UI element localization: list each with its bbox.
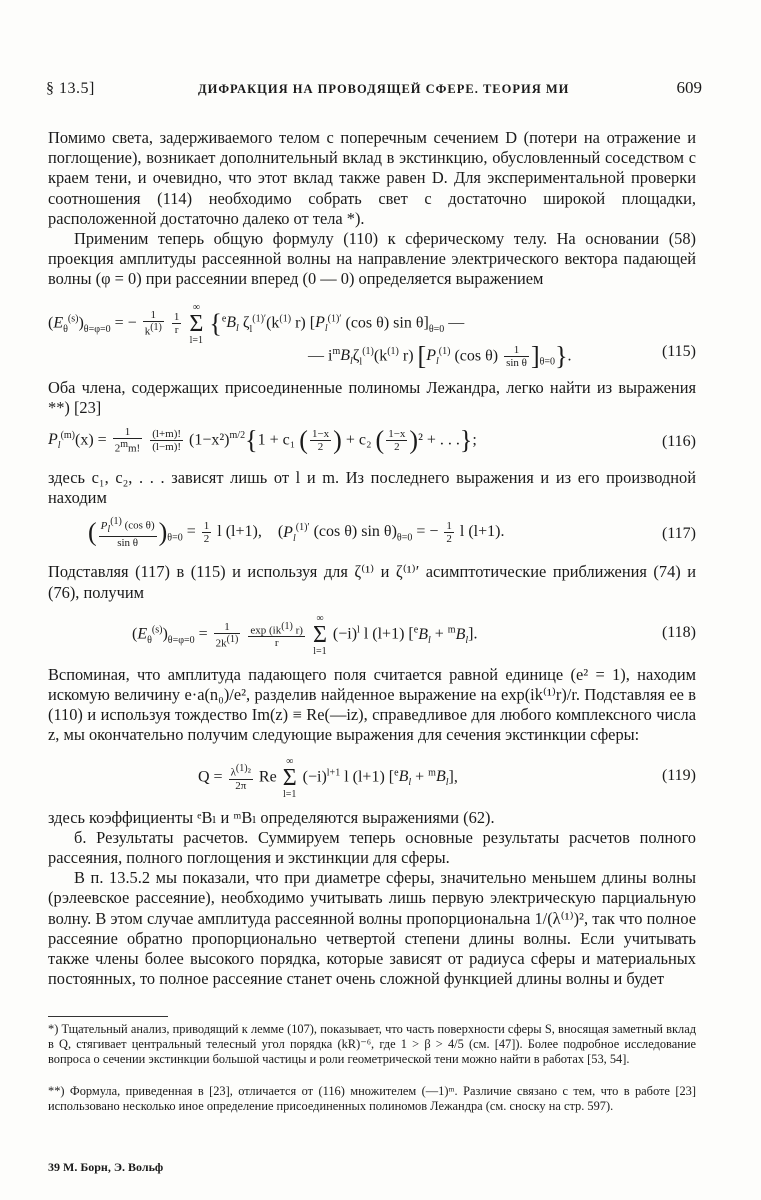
equation-number: (118) <box>661 623 696 641</box>
footnote-rule <box>48 1016 168 1017</box>
footnote-2: **) Формула, приведенная в [23], отличается от (116) множителем (—1)ᵐ. Различие связано с тем, что в работе [23] использовано несколько иное определение присоединенных полиномов Лежандра (см. сноску на стр. 597). <box>48 1084 696 1114</box>
equation-number: (116) <box>661 433 696 451</box>
section-number: § 13.5] <box>46 80 95 97</box>
paragraph-6: Вспоминая, что амплитуда падающего поля считается равной единице (e² = 1), находим искомую величину e·a(n₀)/e², разделив найденное выражение на exp(ik⁽¹⁾r)/r. Подставляя ее в (110) и используя тождество Im(z) ≡ Re(—iz), справедливое для любого комплексного числа z, мы окончательно получим следующие выражения для сечения экстинкции сферы: <box>48 664 696 745</box>
equation-115: $(E_\theta^{(s)})_{\theta=\varphi=0}$ = − $\frac{1}{k^{(1)}}$ $\frac{1}{r}$ ∞ Σ l=1 {$^eB_l$ $\zeta_l^{(1)'}(k^{(1)}$ r) [$P_l^{(1)'}$ (cos θ) $\sin \theta]_{\theta=0}$ — — $i^mB_l\zeta_l^{(1)}(k^{(1)}$ r) [$P_l^{(1)}$ (cos θ) $\frac{1}{\text{sin θ}}$ ]$_{\theta=0}$}. (115) <box>48 301 696 371</box>
equation-119: Q = $\frac{\lambda^{(1)}^2}{2\pi}$ Re ∞ Σ l=1 $(-i)^{l+1}$ l (l+1) $[^eB_l + ^mB_l]$, (119) <box>198 755 696 800</box>
paragraph-7: здесь коэффициенты ᵉBₗ и ᵐBₗ определяются выражениями (62). <box>48 807 495 827</box>
chapter-title: ДИФРАКЦИЯ НА ПРОВОДЯЩЕЙ СФЕРЕ. ТЕОРИЯ МИ <box>198 82 570 96</box>
paragraph-3: Оба члена, содержащих присоединенные полиномы Лежандра, легко найти из выражения **) [23] <box>48 377 696 417</box>
footnote-1: *) Тщательный анализ, приводящий к лемме (107), показывает, что часть поверхности сферы S, вносящая заметный вклад в Q, стягивает центральный телесный угол порядка (kR)⁻⁶, где 1 > β > 4/5 (см. [47]). Более подробное исследование вопроса о сечении экстинкции большой частицы и роли геометрической тени можно найти в работах [53, 54]. <box>48 1022 696 1067</box>
equation-number: (117) <box>661 525 696 543</box>
paragraph-5: Подставляя (117) в (115) и используя для ζ⁽¹⁾ и ζ⁽¹⁾′ асимптотические приближения (74) и (76), получим <box>48 562 696 602</box>
paragraph-9: В п. 13.5.2 мы показали, что при диаметре сферы, значительно меньшем длины волны (рэлеевское рассеяние), необходимо учитывать лишь первую электрическую парциальную волну. В этом случае амплитуда рассеянной волны пропорциональна 1/(λ⁽¹⁾)², так что полное рассеяние обратно пропорционально четвертой степени длины волны. Если учитывать также члены более высокого порядка, которые зависят от радиуса сферы и материальных постоянных, то полное рассеяние станет очень сложной функцией длины волны и будет <box>48 868 696 989</box>
main-text <box>48 128 696 989</box>
page-number: 609 <box>676 78 702 97</box>
equation-117: ( $\frac{P_l^{(1)} (\cos \theta)}{\text{sin θ}}$ )$_{\theta=0}$ = $\frac{1}{2}$ l (l+1), ($P_l^{(1)'}$ (cos θ) $\sin \theta)_{\theta=0}$ = − $\frac{1}{2}$ l (l+1). (117) <box>88 516 696 550</box>
equation-116: $P_l^{(m)}(x)$ = $\frac{1}{2^mm!}$ $\frac{(l+m)!}{(l-m)!}$ $(1-x^2)^{m/2}\{1 + c_1$ ( $\frac{1-x}{2}$ ) + c₂ ( $\frac{1-x}{2}$ )² + . . .}; (116) <box>48 425 696 456</box>
equation-number: (119) <box>661 766 696 784</box>
running-header <box>46 74 702 100</box>
signature-mark: 39 М. Борн, Э. Вольф <box>48 1160 164 1174</box>
paragraph-4: здесь c₁, c₂, . . . зависят лишь от l и m. Из последнего выражения и из его производной находим <box>48 468 696 508</box>
equation-118: $(E_\theta^{(s)})_{\theta=\varphi=0}$ = $\frac{1}{2k^{(1)}}$ $\frac{\exp (ik^{(1)} r)}{r}$ ∞ Σ l=1 $(-i)^l$ l (l+1) $[^eB_l + ^mB_l]$. (118) <box>132 612 696 657</box>
equation-number: (115) <box>661 342 696 360</box>
paragraph-1: Помимо света, задерживаемого телом с поперечным сечением D (потери на отражение и поглощение), возникает дополнительный вклад в экстинкцию, обусловленный соседством с краем тени, и очевидно, что этот вклад также равен D. Для экспериментальной проверки соотношения (114) необходимо собрать свет с достаточно широкой площадки, расположенной достаточно далеко от тела *). <box>48 128 696 228</box>
paragraph-2: Применим теперь общую формулу (110) к сферическому телу. На основании (58) проекция амплитуды рассеянной волны на направление электрического вектора падающей волны (φ = 0) при рассеянии вперед (0 — 0) определяется выражением <box>48 229 696 289</box>
paragraph-8: б. Результаты расчетов. Суммируем теперь основные результаты расчетов полного рассеяния, полного поглощения и экстинкции для сферы. <box>48 827 696 868</box>
